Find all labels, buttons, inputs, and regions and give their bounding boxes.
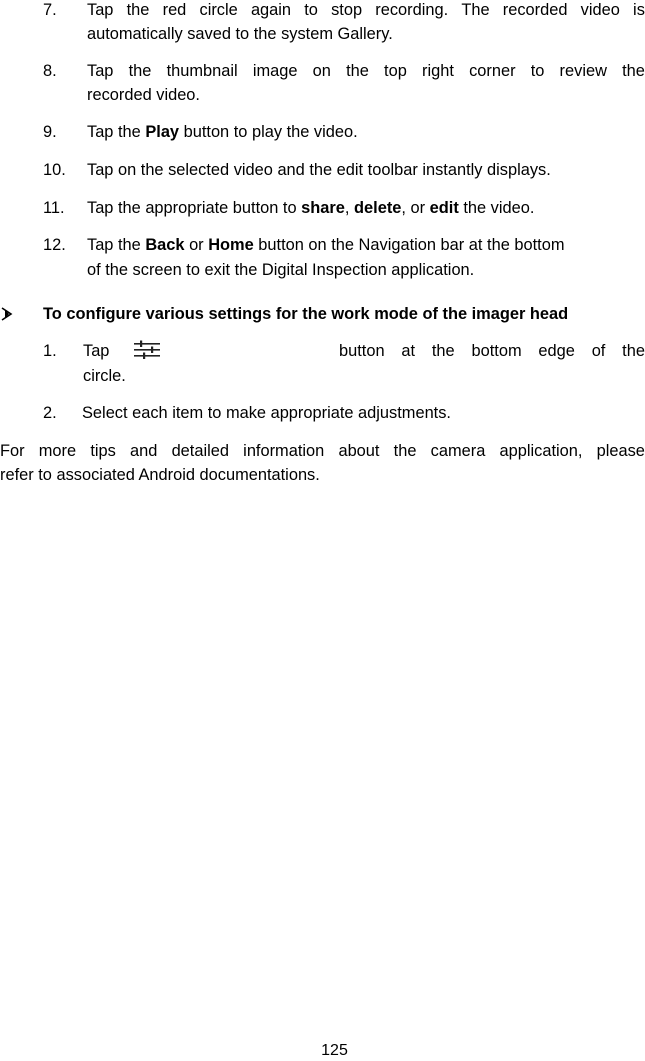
step-text: circle. <box>83 367 126 385</box>
paragraph-line: refer to associated Android documentations. <box>0 466 320 484</box>
text: , <box>344 199 355 217</box>
word: circle <box>199 1 238 19</box>
step-number: 9. <box>43 123 57 141</box>
word: detailed <box>171 442 229 460</box>
word: image <box>252 62 298 80</box>
word: bottom <box>471 342 522 360</box>
word: button <box>339 342 385 360</box>
paragraph-line <box>0 441 645 461</box>
word: edge <box>538 342 575 360</box>
word: the <box>126 1 150 19</box>
step-number: 7. <box>43 1 57 19</box>
step-line: automatically saved to the system Gallery. <box>87 25 393 43</box>
text: Tap the <box>87 123 146 141</box>
step-line: Tap on the selected video and the edit toolbar instantly displays. <box>87 161 551 179</box>
word: The <box>461 1 490 19</box>
word: review <box>559 62 607 80</box>
page-number: 125 <box>321 1042 348 1059</box>
word: again <box>250 1 292 19</box>
word: the <box>393 442 417 460</box>
step-text: Tap <box>83 342 110 360</box>
step-line <box>87 235 645 255</box>
word: on <box>312 62 331 80</box>
word: corner <box>469 62 516 80</box>
step-text <box>339 341 645 361</box>
step-line <box>87 198 534 218</box>
word: please <box>596 442 645 460</box>
word: stop <box>331 1 363 19</box>
word: video <box>580 1 620 19</box>
delete-label: delete <box>354 199 402 217</box>
share-label: share <box>301 199 345 217</box>
step-line <box>87 61 645 81</box>
word: camera <box>430 442 486 460</box>
word: recorded <box>502 1 568 19</box>
word: is <box>633 1 645 19</box>
word: the <box>622 342 645 360</box>
text: or <box>184 236 209 254</box>
back-label: Back <box>145 236 185 254</box>
step-number: 12. <box>43 236 66 254</box>
word: For <box>0 442 25 460</box>
word: the <box>128 62 152 80</box>
section-heading: To configure various settings for the work mode of the imager head <box>43 305 569 323</box>
text: the video. <box>458 199 535 217</box>
text: , or <box>401 199 430 217</box>
word: the <box>431 342 455 360</box>
word: the <box>622 62 645 80</box>
word: and <box>130 442 158 460</box>
sliders-icon <box>132 340 162 360</box>
step-line: recorded video. <box>87 86 200 104</box>
word: red <box>162 1 187 19</box>
step-text: Select each item to make appropriate adjustments. <box>82 404 451 422</box>
word: more <box>38 442 77 460</box>
word: at <box>401 342 416 360</box>
word: recording. <box>375 1 449 19</box>
step-number: 8. <box>43 62 57 80</box>
word: about <box>338 442 380 460</box>
word: thumbnail <box>166 62 238 80</box>
text: Tap the appropriate button to <box>87 199 302 217</box>
step-number: 1. <box>43 342 57 360</box>
step-line <box>87 122 358 142</box>
word: of <box>591 342 606 360</box>
word: Tap <box>87 1 114 19</box>
word: top <box>384 62 407 80</box>
edit-label: edit <box>429 199 459 217</box>
word: application, <box>499 442 583 460</box>
step-line: of the screen to exit the Digital Inspection application. <box>87 261 475 279</box>
text: button on the Navigation bar at the bottom <box>253 236 565 254</box>
text: Tap the <box>87 236 146 254</box>
word: to <box>530 62 545 80</box>
word: tips <box>90 442 116 460</box>
arrow-bullet-icon <box>0 304 14 324</box>
word: Tap <box>87 62 114 80</box>
play-label: Play <box>145 123 180 141</box>
step-line <box>87 0 645 20</box>
step-number: 2. <box>43 404 57 422</box>
step-number: 10. <box>43 161 66 179</box>
word: information <box>243 442 325 460</box>
word: the <box>346 62 369 80</box>
word: to <box>304 1 318 19</box>
step-number: 11. <box>43 199 65 217</box>
text: button to play the video. <box>179 123 358 141</box>
word: right <box>422 62 454 80</box>
home-label: Home <box>208 236 254 254</box>
